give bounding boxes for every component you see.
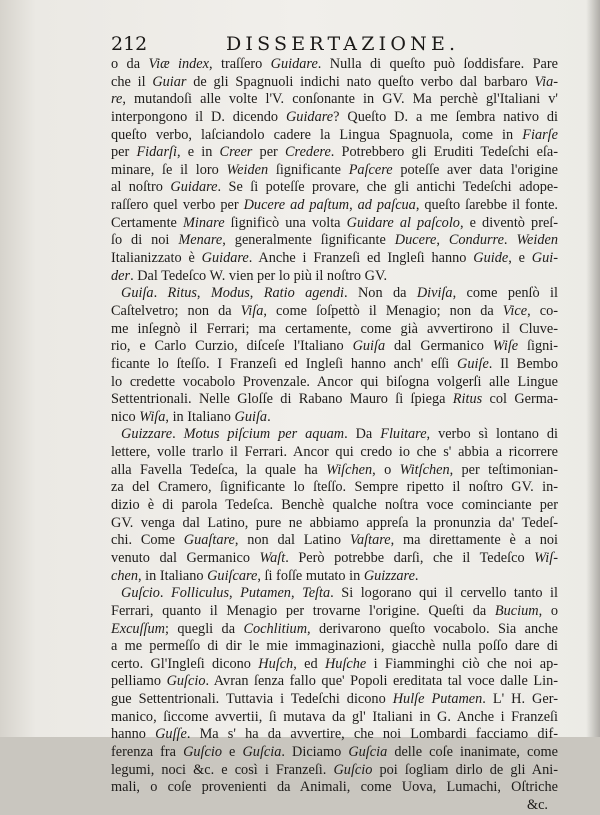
text-line: manico, ſiccome avvertii, ſi mutava da gl' Italiani in G. Anche i Franzeſi bbox=[111, 708, 558, 725]
text-line: hanno Guſſe. Ma s' ha da avvertire, che noi Lombardi facciamo dif- bbox=[111, 726, 559, 743]
body-text bbox=[111, 56, 558, 815]
text-line: me inſegnò il Ferrari; ma certamente, come già avvertirono il Cluve- bbox=[111, 320, 558, 337]
text-line: certo. Gl'Ingleſi dicono Huſch, ed Huſche i Fiamminghi ciò che noi ap- bbox=[111, 655, 558, 672]
text-line: Certamente Minare ſignificò una volta Guidare al paſcolo, e diventò preſ- bbox=[111, 214, 559, 231]
text-line: alla Favella Tedeſca, la quale ha Wiſchen, o Witſchen, per teſtimonian- bbox=[111, 461, 558, 478]
page-number: 212 bbox=[111, 33, 148, 55]
text-line: Caſtelvetro; non da Viſa, come ſoſpettò il Menagio; non da Vice, co- bbox=[111, 302, 559, 319]
text-line: dizio è di parola Tedeſca. Benchè qualche noſtra voce cominciante per bbox=[111, 497, 558, 514]
text-line: gue Settentrionali. Tuttavia i Tedeſchi dicono Hulſe Putamen. L' H. Ger- bbox=[111, 691, 558, 708]
text-line: ficante lo ſteſſo. I Franzeſi ed Ingleſi hanno anch' eſſi Guiſe. Il Bembo bbox=[111, 355, 558, 372]
text-line: Guizzare. Motus piſcium per aquam. Da Fluitare, verbo sì lontano di bbox=[121, 426, 558, 443]
text-line: pelliamo Guſcio. Avran ſenza fallo que' Popoli ereditata tal voce dalle Lin- bbox=[111, 673, 558, 690]
text-line: za del Cramero, ſignificante lo ſteſſo. Sempre ripetto il noſtro GV. in- bbox=[111, 479, 558, 496]
text-line: raſſero quel verbo per Ducere ad paſtum, ad paſcua, queſto ſarebbe il fonte. bbox=[111, 197, 558, 214]
text-line: interpongono il D. dicendo Guidare? Queſto D. a me ſembra nativo di bbox=[111, 108, 558, 125]
text-line: chen, in Italiano Guiſcare, ſi foſſe mutato in Guizzare. bbox=[111, 567, 419, 584]
text-line: chi. Come Guaſtare, non dal Latino Vaſtare, ma direttamente è a noi bbox=[111, 532, 558, 549]
text-line: Ferrari, quanto il Menagio per trovarne l'origine. Queſti da Bucium, o bbox=[111, 602, 559, 619]
text-line: o da Viæ index, traſſero Guidare. Nulla di queſto può ſoddisfare. Pare bbox=[111, 56, 558, 72]
text-line: der. Dal Tedeſco W. vien per lo più il noſtro GV. bbox=[111, 267, 388, 284]
page-gutter-shadow bbox=[586, 0, 600, 737]
text-line: re, mutandoſi alle volte l'V. conſonante in GV. Ma perchè gl'Italiani v' bbox=[111, 91, 558, 108]
text-line: ſo di noi Menare, generalmente ſignificante Ducere, Condurre. Weiden bbox=[111, 232, 558, 249]
text-line: Excuſſum; quegli da Cochlitium, derivarono queſto vocabolo. Sia anche bbox=[111, 620, 558, 637]
text-line: legumi, noci &c. e così i Franzeſi. Guſcio poi ſogliam dirlo de gli Ani- bbox=[111, 761, 558, 778]
text-line: che il Guiar de gli Spagnuoli indichi nato queſto verbo dal barbaro Via- bbox=[111, 73, 559, 90]
text-line: venuto dal Germanico Waſt. Però potrebbe darſi, che il Tedeſco Wiſ- bbox=[111, 549, 558, 566]
text-line: Settentrionali. Nelle Gloſſe di Rabano Mauro ſi ſpiega Ritus col Germa- bbox=[111, 391, 558, 408]
text-line: &c. bbox=[526, 796, 548, 813]
text-line: a me permeſſo di dir le mie immaginazioni, giacchè nulla poſſo dare di bbox=[111, 638, 558, 655]
text-line: lettere, volle trarlo il Ferrari. Ancor qui credo io che s' abbia a ricorrere bbox=[111, 444, 558, 461]
text-line: rio, e Carlo Curzio, diſceſe l'Italiano Guiſa dal Germanico Wiſe ſigni- bbox=[111, 338, 558, 355]
running-header bbox=[111, 33, 471, 57]
text-line: minare, ſe il loro Weiden ſignificante Paſcere poteſſe aver data l'origine bbox=[111, 161, 558, 178]
text-line: Guſcio. Folliculus, Putamen, Teſta. Si logorano qui il cervello tanto il bbox=[121, 585, 558, 602]
text-line: Italianizzato è Guidare. Anche i Franzeſi ed Ingleſi hanno Guide, e Gui- bbox=[111, 250, 558, 267]
text-line: al noſtro Guidare. Se ſi poteſſe provare, che gli antichi Tedeſchi adope- bbox=[111, 179, 558, 196]
text-line: GV. venga dal Latino, pure ne abbiamo appreſa la pronunzia da' Tedeſ- bbox=[111, 514, 558, 531]
text-line: per Fidarſi, e in Creer per Credere. Potrebbero gli Eruditi Tedeſchi eſa- bbox=[111, 144, 558, 161]
text-line: Guiſa. Ritus, Modus, Ratio agendi. Non da Diviſa, come penſò il bbox=[121, 285, 558, 302]
running-title: DISSERTAZIONE. bbox=[226, 33, 460, 55]
text-line: queſto verbo, laſciandolo cadere la Lingua Spagnuola, come in Fiarſe bbox=[111, 126, 558, 143]
text-line: nico Wiſa, in Italiano Guiſa. bbox=[111, 408, 271, 425]
text-line: mali, o coſe provenienti da Animali, come Uova, Lumachi, Oſtriche bbox=[111, 779, 558, 796]
text-line: ferenza fra Guſcio e Guſcia. Diciamo Guſcia delle coſe inanimate, come bbox=[111, 743, 559, 760]
text-line: lo credette vocabolo Provenzale. Ancor qui biſogna volgerſi alle Lingue bbox=[111, 373, 558, 390]
